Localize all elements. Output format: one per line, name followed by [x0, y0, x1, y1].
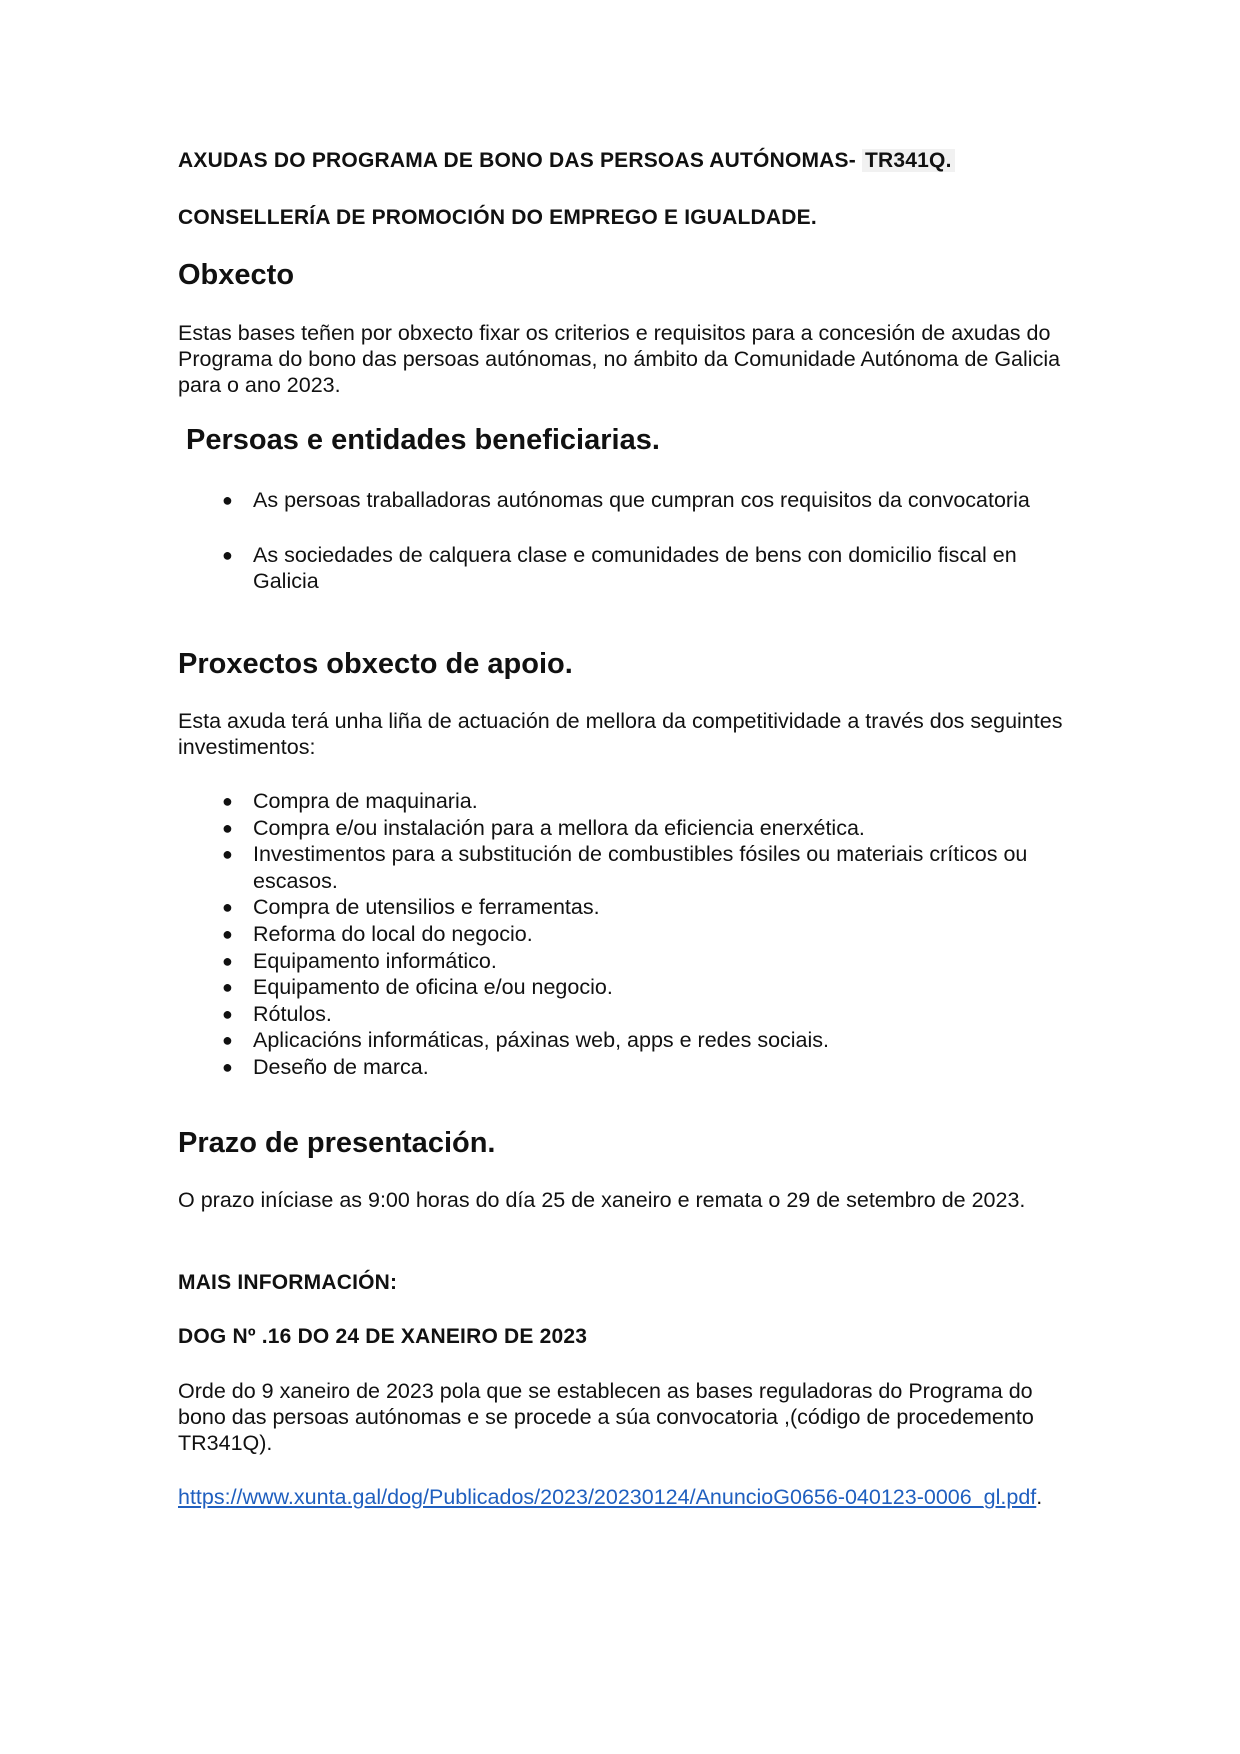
bullet-icon: ● [222, 923, 233, 944]
bullet-icon: ● [222, 897, 233, 918]
proxectos-list [178, 788, 1078, 1081]
bullet-icon: ● [222, 791, 233, 811]
heading-proxectos: Proxectos obxecto de apoio. [178, 648, 573, 680]
list-item [178, 1027, 1078, 1054]
bullet-icon: ● [222, 1030, 233, 1051]
list-item-text: Compra e/ou instalación para a mellora da eficiencia enerxética. [253, 815, 865, 840]
document-title [178, 149, 955, 173]
pdf-link-line [178, 1484, 1078, 1510]
list-item-text: Deseño de marca. [253, 1054, 429, 1079]
list-item-text: Compra de utensilios e ferramentas. [253, 895, 600, 920]
list-item [178, 921, 1078, 948]
list-item [178, 974, 1078, 1001]
list-item [178, 815, 1078, 842]
pdf-link[interactable]: https://www.xunta.gal/dog/Publicados/2023/20230124/AnuncioG0656-040123-0006_gl.pdf [178, 1485, 1037, 1509]
bullet-icon: ● [222, 1056, 233, 1077]
bullet-icon: ● [222, 544, 233, 565]
orde-text: Orde do 9 xaneiro de 2023 pola que se establecen as bases reguladoras do Programa do bono das persoas autónomas e se procede a súa convocatoria ,(código de procedemento TR341Q). [178, 1379, 1034, 1455]
link-suffix: . [1036, 1485, 1043, 1509]
list-item-text: Rótulos. [253, 1001, 332, 1026]
info-heading: MAIS INFORMACIÓN: [178, 1271, 398, 1294]
list-item [178, 1054, 1078, 1081]
proxectos-intro: Esta axuda terá unha liña de actuación de mellora da competitividade a través dos seguintes investimentos: [178, 709, 1063, 759]
list-item-text: Equipamento informático. [253, 948, 497, 973]
bullet-icon: ● [222, 817, 233, 838]
list-item [178, 841, 1078, 894]
list-item-text: Equipamento de oficina e/ou negocio. [253, 975, 613, 1000]
bullet-icon: ● [222, 950, 233, 971]
dog-reference: DOG Nº .16 DO 24 DE XANEIRO DE 2023 [178, 1325, 588, 1348]
list-item [178, 788, 1078, 815]
heading-obxecto: Obxecto [178, 259, 295, 291]
prazo-text: O prazo iníciase as 9:00 horas do día 25 de xaneiro e remata o 29 de setembro de 2023. [178, 1188, 1026, 1212]
list-item [178, 487, 1078, 514]
list-item-text: Reforma do local do negocio. [253, 921, 533, 946]
list-item [178, 1001, 1078, 1028]
bullet-icon: ● [222, 490, 233, 510]
list-item [178, 894, 1078, 921]
list-item-text: Compra de maquinaria. [253, 789, 478, 813]
beneficiarias-list [178, 487, 1078, 623]
title-main: AXUDAS DO PROGRAMA DE BONO DAS PERSOAS AUTÓNOMAS- [178, 149, 856, 172]
department-name: CONSELLERÍA DE PROMOCIÓN DO EMPREGO E IGUALDADE. [178, 206, 817, 229]
list-item [178, 948, 1078, 975]
list-item [178, 542, 1078, 595]
list-item-text: As persoas traballadoras autónomas que cumpran cos requisitos da convocatoria [253, 488, 1030, 512]
bullet-icon: ● [222, 977, 233, 998]
heading-prazo: Prazo de presentación. [178, 1127, 496, 1159]
bullet-icon: ● [222, 1003, 233, 1024]
bullet-icon: ● [222, 844, 233, 865]
obxecto-text: Estas bases teñen por obxecto fixar os criterios e requisitos para a concesión de axudas do Programa do bono das persoas autónomas, no ámbito da Comunidade Autónoma de Galicia para o ano 2023. [178, 321, 1061, 397]
list-item-text: Investimentos para a substitución de combustibles fósiles ou materiais críticos ou escasos. [253, 842, 1028, 893]
list-item-text: As sociedades de calquera clase e comunidades de bens con domicilio fiscal en Galicia [253, 542, 1017, 594]
list-item-text: Aplicacións informáticas, páxinas web, apps e redes sociais. [253, 1028, 830, 1053]
title-code: TR341Q. [862, 149, 955, 172]
heading-beneficiarias: Persoas e entidades beneficiarias. [186, 424, 660, 456]
